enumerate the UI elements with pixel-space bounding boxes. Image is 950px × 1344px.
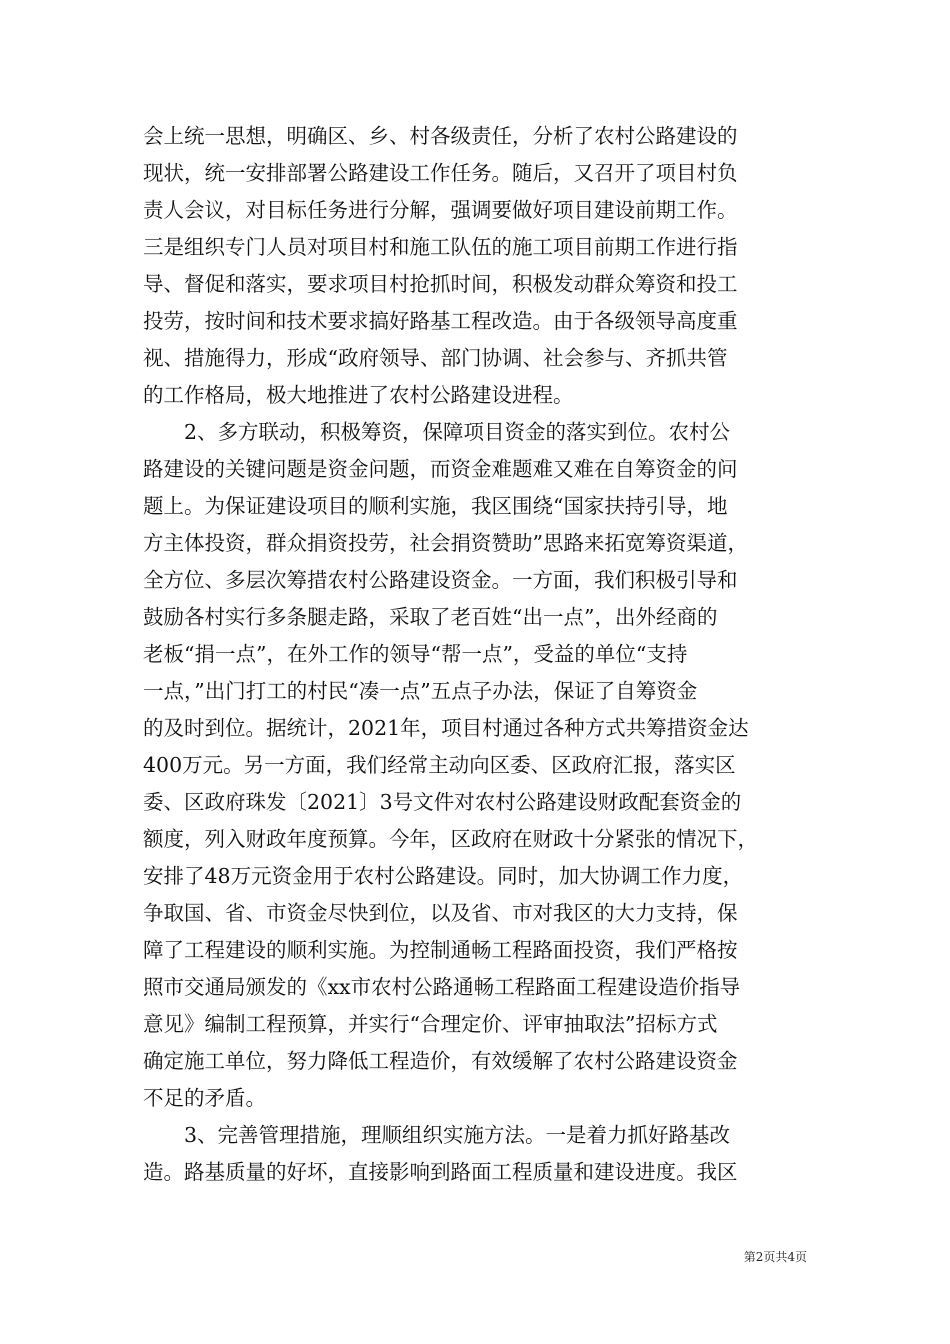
text-line: 会上统一思想，明确区、乡、村各级责任，分析了农村公路建设的 [143, 124, 738, 148]
text-line: 意见》编制工程预算，并实行“合理定价、评审抽取法”招标方式 [143, 1012, 718, 1036]
text-line: 造。路基质量的好坏，直接影响到路面工程质量和建设进度。我区 [143, 1160, 738, 1184]
page-number: 第2页共4页 [743, 1250, 807, 1264]
text-line: 路建设的关键问题是资金问题，而资金难题难又难在自筹资金的问 [143, 457, 738, 481]
text-line: 投劳，按时间和技术要求搞好路基工程改造。由于各级领导高度重 [143, 309, 738, 333]
text-line: 委、区政府珠发〔2021〕3号文件对农村公路建设财政配套资金的 [143, 790, 742, 814]
text-line: 照市交通局颁发的《xx市农村公路通畅工程路面工程建设造价指导 [143, 975, 741, 999]
paragraph-start-line: 3、完善管理措施，理顺组织实施方法。一是着力抓好路基改 [184, 1123, 731, 1147]
text-line: 全方位、多层次筹措农村公路建设资金。一方面，我们积极引导和 [143, 568, 738, 592]
text-line: 400万元。另一方面，我们经常主动向区委、区政府汇报，落实区 [143, 753, 736, 777]
text-line: 现状，统一安排部署公路建设工作任务。随后，又召开了项目村负 [143, 161, 738, 185]
text-line: 鼓励各村实行多条腿走路，采取了老百姓“出一点”，出外经商的 [143, 605, 718, 629]
text-line: 老板“捐一点”，在外工作的领导“帮一点”，受益的单位“支持 [143, 642, 688, 666]
text-line: 责人会议，对目标任务进行分解，强调要做好项目建设前期工作。 [143, 198, 738, 222]
text-line: 的工作格局，极大地推进了农村公路建设进程。 [143, 383, 574, 407]
text-line: 三是组织专门人员对项目村和施工队伍的施工项目前期工作进行指 [143, 235, 738, 259]
text-line: 不足的矛盾。 [143, 1086, 266, 1110]
text-line: 题上。为保证建设项目的顺利实施，我区围绕“国家扶持引导，地 [143, 494, 728, 518]
text-line: 确定施工单位，努力降低工程造价，有效缓解了农村公路建设资金 [143, 1049, 738, 1073]
text-line: 障了工程建设的顺利实施。为控制通畅工程路面投资，我们严格按 [143, 938, 738, 962]
text-line: 的及时到位。据统计，2021年，项目村通过各种方式共筹措资金达 [143, 716, 749, 740]
paragraph-start-line: 2、多方联动，积极筹资，保障项目资金的落实到位。农村公 [184, 420, 731, 444]
text-line: 方主体投资，群众捐资投劳，社会捐资赞助”思路来拓宽筹资渠道， [143, 531, 748, 555]
text-line: 安排了48万元资金用于农村公路建设。同时，加大协调工作力度， [143, 864, 744, 888]
body-text [143, 118, 813, 1191]
text-line: 一点，”出门打工的村民“凑一点”五点子办法，保证了自筹资金 [143, 679, 698, 703]
text-line: 争取国、省、市资金尽快到位，以及省、市对我区的大力支持，保 [143, 901, 738, 925]
text-line: 额度，列入财政年度预算。今年，区政府在财政十分紧张的情况下， [143, 827, 758, 851]
text-line: 导、督促和落实，要求项目村抢抓时间，积极发动群众筹资和投工 [143, 272, 738, 296]
text-line: 视、措施得力，形成“政府领导、部门协调、社会参与、齐抓共管 [143, 346, 728, 370]
